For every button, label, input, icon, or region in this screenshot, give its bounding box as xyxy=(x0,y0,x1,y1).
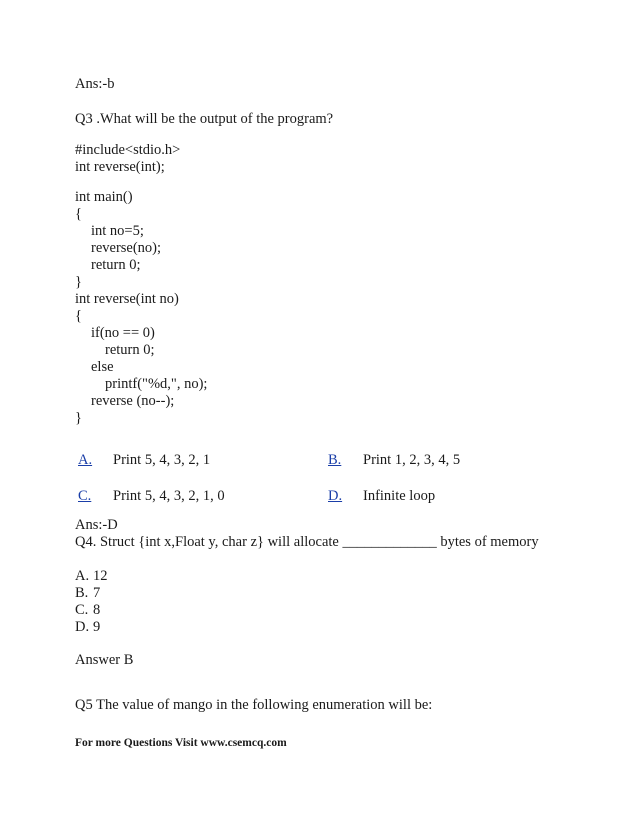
q3-answer: Ans:-D xyxy=(75,517,118,533)
code-line: if(no == 0) xyxy=(91,325,155,341)
option-d-text: Infinite loop xyxy=(363,488,436,504)
previous-answer: Ans:-b xyxy=(75,76,115,92)
code-line: { xyxy=(75,308,82,324)
q3-question: Q3 .What will be the output of the program? xyxy=(75,111,334,127)
code-line: return 0; xyxy=(91,257,141,273)
code-line: } xyxy=(75,410,82,426)
choice-value: 9 xyxy=(93,619,101,635)
option-a-link[interactable]: A. xyxy=(78,452,93,468)
code-line: printf("%d,", no); xyxy=(105,376,208,392)
code-line: int main() xyxy=(75,189,133,205)
option-d-link[interactable]: D. xyxy=(328,488,343,504)
code-line: int no=5; xyxy=(91,223,144,239)
choice-value: 8 xyxy=(93,602,101,618)
code-line: else xyxy=(91,359,114,375)
footer-note: For more Questions Visit www.csemcq.com xyxy=(75,737,287,749)
option-b-link[interactable]: B. xyxy=(328,452,342,468)
q4-answer: Answer B xyxy=(75,652,134,668)
code-line: int reverse(int); xyxy=(75,159,165,175)
option-b-text: Print 1, 2, 3, 4, 5 xyxy=(363,452,461,468)
choice-value: 7 xyxy=(93,585,101,601)
option-a-text: Print 5, 4, 3, 2, 1 xyxy=(113,452,211,468)
code-line: } xyxy=(75,274,82,290)
option-c-link[interactable]: C. xyxy=(78,488,92,504)
choice-letter: B. xyxy=(75,585,89,601)
q5-question: Q5 The value of mango in the following enumeration will be: xyxy=(75,697,433,713)
code-line: int reverse(int no) xyxy=(75,291,179,307)
choice-value: 12 xyxy=(93,568,108,584)
code-line: return 0; xyxy=(105,342,155,358)
choice-letter: A. xyxy=(75,568,90,584)
code-line: #include<stdio.h> xyxy=(75,142,181,158)
option-c-text: Print 5, 4, 3, 2, 1, 0 xyxy=(113,488,225,504)
choice-letter: D. xyxy=(75,619,90,635)
choice-letter: C. xyxy=(75,602,89,618)
code-line: { xyxy=(75,206,82,222)
q4-question: Q4. Struct {int x,Float y, char z} will allocate _____________ bytes of memory xyxy=(75,534,539,550)
code-line: reverse (no--); xyxy=(91,393,175,409)
code-line: reverse(no); xyxy=(91,240,162,256)
